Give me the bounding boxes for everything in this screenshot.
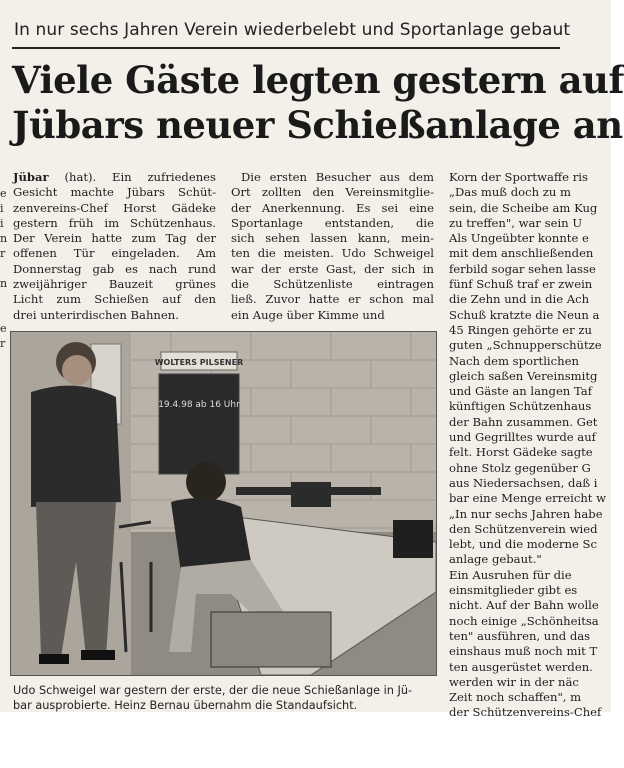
column-line: sein, die Scheibe am Kug xyxy=(449,200,598,215)
caption-line: bar ausprobierte. Heinz Bernau übernahm die Standaufsicht. xyxy=(13,699,358,712)
fragment-char: n xyxy=(0,232,8,245)
column-line: Ort zollten den Vereinsmitglie- xyxy=(231,185,434,200)
column-line: Sportanlage entstanden, die xyxy=(231,215,434,230)
column-line: gestern früh im Schützenhaus. xyxy=(13,215,216,230)
column-line: der Anerkennung. Es sei eine xyxy=(231,200,434,215)
fragment-char: e xyxy=(0,187,7,200)
article-column-1 xyxy=(13,170,216,323)
column-line: die Schützenliste eintragen xyxy=(231,277,434,292)
column-line: Schuß kratzte die Neun a xyxy=(449,307,600,322)
column-line: felt. Horst Gädeke sagte xyxy=(449,445,593,460)
column-line: ten ausgerüstet werden. xyxy=(449,659,593,674)
column-line: der Schützenvereins-Chef xyxy=(449,705,602,720)
column-line: ferbild sogar sehen lasse xyxy=(449,261,596,276)
headline-line-1: Viele Gäste legten gestern auf xyxy=(12,58,624,102)
column-line: und Gegrilltes wurde auf xyxy=(449,430,596,445)
column-line: guten „Schnupperschütze xyxy=(449,338,602,353)
column-line: ein Auge über Kimme und xyxy=(231,307,385,322)
column-line: nicht. Auf der Bahn wolle xyxy=(449,598,599,613)
column-line: „Das muß doch zu m xyxy=(449,185,572,200)
column-line: einshaus muß noch mit T xyxy=(449,644,598,659)
column-line: ten" ausführen, und das xyxy=(449,628,591,643)
column-line: „In nur sechs Jahren habe xyxy=(449,506,603,521)
photo-illustration xyxy=(11,332,436,675)
column-line: Zeit noch schaffen", m xyxy=(449,690,582,705)
fragment-char: n xyxy=(0,277,8,290)
column-line: aus Niedersachsen, daß i xyxy=(449,475,598,490)
fragment-char: e xyxy=(0,322,7,335)
fragment-char xyxy=(0,261,8,276)
column-line: mit dem anschließenden xyxy=(449,246,594,261)
article-column-2 xyxy=(231,170,434,323)
column-line: Licht zum Schießen auf den xyxy=(13,292,216,307)
kicker-rule xyxy=(12,47,560,49)
caption-line: Udo Schweigel war gestern der erste, der die neue Schießanlage in Jü- xyxy=(13,684,413,697)
column-line: noch einige „Schönheitsa xyxy=(449,613,599,628)
column-line: einsmitglieder gibt es xyxy=(449,583,578,598)
column-line: bar eine Menge erreicht w xyxy=(449,491,607,506)
column-line: drei unterirdischen Bahnen. xyxy=(13,307,179,322)
column-line: ließ. Zuvor hatte er schon mal xyxy=(231,292,434,307)
column-line-text: (hat). Ein zufriedenes xyxy=(48,170,216,184)
column-line: lebt, und die moderne Sc xyxy=(449,537,597,552)
dateline: Jübar xyxy=(13,170,49,184)
fragment-char: r xyxy=(0,247,6,260)
chalkboard-text: 19.4.98 ab 16 Uhr xyxy=(158,400,240,410)
column-line: gleich saßen Vereinsmitg xyxy=(449,368,598,383)
column-line xyxy=(13,170,216,185)
column-line: zenvereins-Chef Horst Gädeke xyxy=(13,200,216,215)
column-line: sich sehen lassen kann, mein- xyxy=(231,231,434,246)
sign-brand: WOLTERS PILSENER xyxy=(154,358,244,367)
column-line: der Bahn zusammen. Get xyxy=(449,414,598,429)
column-line: Korn der Sportwaffe ris xyxy=(449,170,588,184)
fragment-char xyxy=(0,306,8,321)
article-column-3 xyxy=(449,170,619,721)
column-line: anlage gebaut." xyxy=(449,552,542,567)
column-line: 45 Ringen gehörte er zu xyxy=(449,322,592,337)
column-line: künftigen Schützenhaus xyxy=(449,399,592,414)
column-line: ohne Stolz gegenüber G xyxy=(449,460,591,475)
column-line: den Schützenverein wied xyxy=(449,521,598,536)
column-line: Donnerstag gab es nach rund xyxy=(13,261,216,276)
column-line: Als Ungeübter konnte e xyxy=(449,231,589,246)
news-photo xyxy=(10,331,437,676)
column-line: Gesicht machte Jübars Schüt- xyxy=(13,185,216,200)
column-line: ten die meisten. Udo Schweigel xyxy=(231,246,434,261)
headline-line-2: Jübars neuer Schießanlage an xyxy=(12,103,623,147)
column-line: Nach dem sportlichen xyxy=(449,353,579,368)
column-line: Die ersten Besucher aus dem xyxy=(241,170,434,184)
column-line: die Zehn und in die Ach xyxy=(449,292,590,307)
column-line: zweijähriger Bauzeit grünes xyxy=(13,277,216,292)
column-line: Der Verein hatte zum Tag der xyxy=(13,231,216,246)
column-line: Ein Ausruhen für die xyxy=(449,567,572,582)
column-line: zu treffen", war sein U xyxy=(449,215,583,230)
column-line: fünf Schuß traf er zwein xyxy=(449,277,593,292)
kicker-line: In nur sechs Jahren Verein wiederbelebt und Sportanlage gebaut xyxy=(14,20,571,40)
fragment-char: r xyxy=(0,337,6,350)
column-line: war der erste Gast, der sich in xyxy=(231,261,434,276)
column-line: werden wir in der näc xyxy=(449,674,579,689)
fragment-char: i xyxy=(0,202,4,215)
left-column-fragment xyxy=(0,186,8,351)
photo-caption xyxy=(13,683,438,713)
column-line: und Gäste an langen Taf xyxy=(449,384,592,399)
column-line: offenen Tür eingeladen. Am xyxy=(13,246,216,261)
fragment-char xyxy=(0,291,8,306)
fragment-char: i xyxy=(0,217,4,230)
